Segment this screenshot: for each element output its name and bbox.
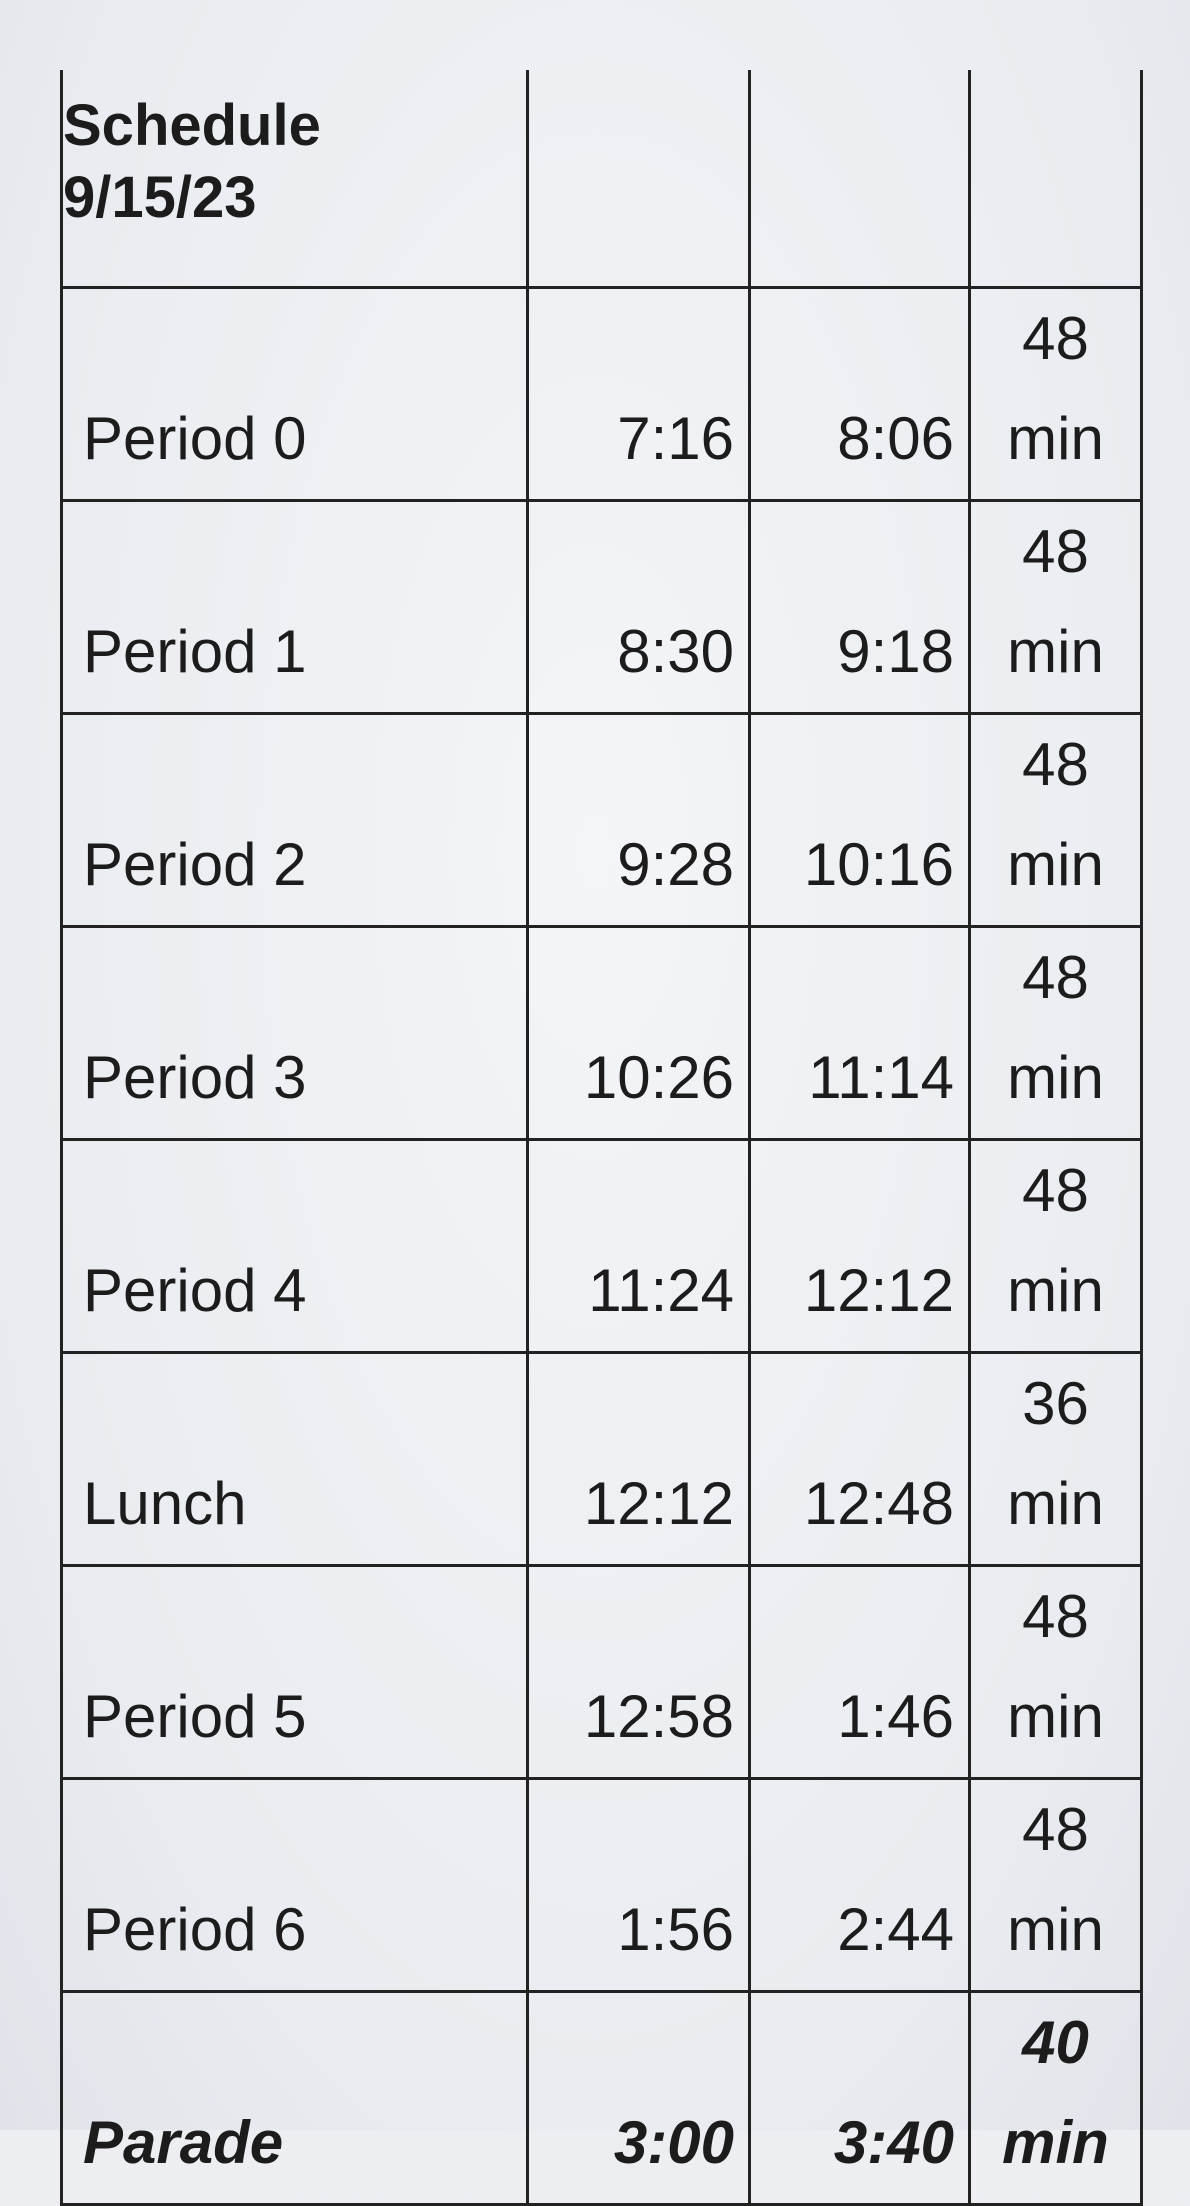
duration-number: 40 xyxy=(1022,2009,1089,2076)
start-time: 1:56 xyxy=(528,1779,750,1992)
period-label: Parade xyxy=(62,1992,528,2205)
table-row xyxy=(62,1779,1142,1992)
schedule-table xyxy=(60,70,1143,2206)
header-row xyxy=(62,70,1142,288)
duration xyxy=(970,1779,1142,1992)
table-row xyxy=(62,1353,1142,1566)
end-time: 9:18 xyxy=(750,501,970,714)
duration-unit: min xyxy=(1007,1044,1104,1111)
duration-unit: min xyxy=(1002,2109,1109,2176)
duration-number: 48 xyxy=(1022,1583,1089,1650)
duration-number: 48 xyxy=(1022,305,1089,372)
table-row xyxy=(62,1566,1142,1779)
period-label: Period 5 xyxy=(62,1566,528,1779)
period-label: Period 6 xyxy=(62,1779,528,1992)
period-label: Period 0 xyxy=(62,288,528,501)
end-time: 1:46 xyxy=(750,1566,970,1779)
end-time: 12:12 xyxy=(750,1140,970,1353)
duration-number: 48 xyxy=(1022,1157,1089,1224)
period-label: Lunch xyxy=(62,1353,528,1566)
schedule-title: Schedule 9/15/23 xyxy=(62,70,528,288)
duration xyxy=(970,1140,1142,1353)
duration-unit: min xyxy=(1007,831,1104,898)
duration xyxy=(970,288,1142,501)
header-empty-cell xyxy=(970,70,1142,288)
table-row xyxy=(62,1140,1142,1353)
start-time: 10:26 xyxy=(528,927,750,1140)
table-row-parade xyxy=(62,1992,1142,2205)
duration-number: 48 xyxy=(1022,1796,1089,1863)
duration xyxy=(970,927,1142,1140)
duration xyxy=(970,714,1142,927)
table-row xyxy=(62,288,1142,501)
end-time: 3:40 xyxy=(750,1992,970,2205)
start-time: 3:00 xyxy=(528,1992,750,2205)
duration xyxy=(970,501,1142,714)
start-time: 8:30 xyxy=(528,501,750,714)
duration-unit: min xyxy=(1007,1683,1104,1750)
duration-unit: min xyxy=(1007,405,1104,472)
period-label: Period 1 xyxy=(62,501,528,714)
end-time: 11:14 xyxy=(750,927,970,1140)
end-time: 12:48 xyxy=(750,1353,970,1566)
duration xyxy=(970,1992,1142,2205)
duration-unit: min xyxy=(1007,1257,1104,1324)
start-time: 12:58 xyxy=(528,1566,750,1779)
start-time: 7:16 xyxy=(528,288,750,501)
end-time: 10:16 xyxy=(750,714,970,927)
duration-number: 48 xyxy=(1022,731,1089,798)
duration xyxy=(970,1566,1142,1779)
duration-unit: min xyxy=(1007,618,1104,685)
period-label: Period 3 xyxy=(62,927,528,1140)
end-time: 2:44 xyxy=(750,1779,970,1992)
start-time: 12:12 xyxy=(528,1353,750,1566)
header-empty-cell xyxy=(750,70,970,288)
period-label: Period 2 xyxy=(62,714,528,927)
duration-number: 48 xyxy=(1022,518,1089,585)
table-row xyxy=(62,927,1142,1140)
table-row xyxy=(62,714,1142,927)
start-time: 9:28 xyxy=(528,714,750,927)
duration-unit: min xyxy=(1007,1896,1104,1963)
duration-unit: min xyxy=(1007,1470,1104,1537)
duration-number: 48 xyxy=(1022,944,1089,1011)
duration-number: 36 xyxy=(1022,1370,1089,1437)
end-time: 8:06 xyxy=(750,288,970,501)
table-row xyxy=(62,501,1142,714)
start-time: 11:24 xyxy=(528,1140,750,1353)
duration xyxy=(970,1353,1142,1566)
period-label: Period 4 xyxy=(62,1140,528,1353)
header-empty-cell xyxy=(528,70,750,288)
